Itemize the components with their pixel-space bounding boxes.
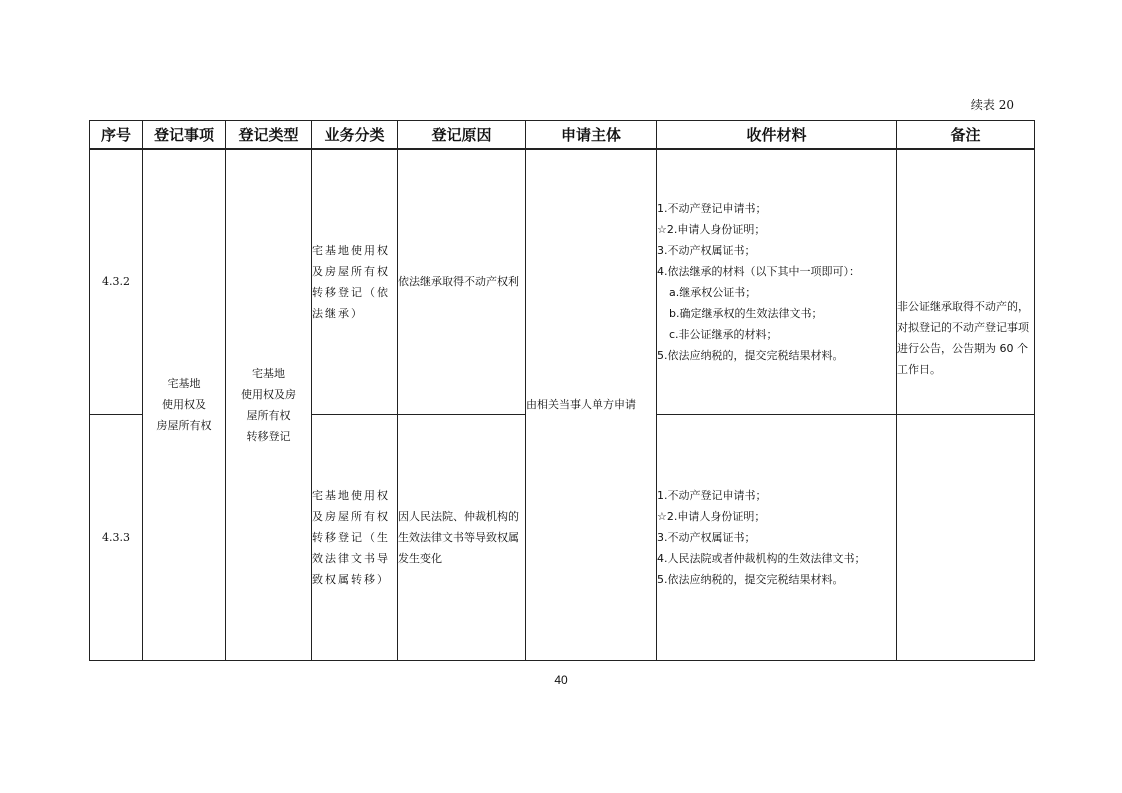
remarks-cell [897, 149, 1035, 414]
materials-item: 4.人民法院或者仲裁机构的生效法律文书； [657, 551, 866, 565]
registration-item-line: 房屋所有权 [156, 419, 212, 433]
materials-item: 5.依法应纳税的，提交完税结果材料。 [657, 572, 844, 586]
materials-list [657, 414, 897, 660]
table-header-row [90, 121, 1035, 150]
column-header-materials: 收件材料 [657, 121, 897, 150]
row-seq: 4.3.3 [90, 414, 143, 660]
column-header-type: 登记类型 [226, 121, 312, 150]
continued-table-label: 续表 20 [970, 98, 1014, 112]
registration-table [89, 120, 1035, 661]
registration-reason: 依法继承取得不动产权利 [398, 149, 526, 414]
materials-subitem: c.非公证继承的材料； [669, 327, 778, 341]
materials-subitem: b.确定继承权的生效法律文书； [669, 306, 823, 320]
materials-item: 4.依法继承的材料（以下其中一项即可）： [657, 264, 860, 278]
materials-item: 1.不动产登记申请书； [657, 488, 767, 502]
registration-type [226, 149, 312, 660]
materials-item: 5.依法应纳税的，提交完税结果材料。 [657, 348, 844, 362]
materials-item: 3.不动产权属证书； [657, 530, 756, 544]
column-header-category: 业务分类 [312, 121, 398, 150]
column-header-seq: 序号 [90, 121, 143, 150]
materials-item: 3.不动产权属证书； [657, 243, 756, 257]
remarks-cell [897, 414, 1035, 660]
table-row [90, 149, 1035, 414]
column-header-reason: 登记原因 [398, 121, 526, 150]
registration-type-line: 屋所有权 [246, 408, 291, 422]
registration-reason: 因人民法院、仲裁机构的生效法律文书等导致权属发生变化 [398, 414, 526, 660]
registration-item-line: 宅基地 [167, 377, 201, 391]
registration-type-line: 转移登记 [246, 429, 291, 443]
row-seq: 4.3.2 [90, 149, 143, 414]
column-header-subject: 申请主体 [526, 121, 657, 150]
registration-item-line: 使用权及 [162, 398, 206, 412]
materials-subitem: a.继承权公证书； [669, 285, 757, 299]
registration-item [143, 149, 226, 660]
materials-list [657, 149, 897, 414]
materials-item: ☆2.申请人身份证明； [657, 509, 766, 523]
registration-type-line: 使用权及房 [241, 387, 296, 401]
materials-item: ☆2.申请人身份证明； [657, 222, 766, 236]
business-category: 宅基地使用权及房屋所有权转移登记（依法继承） [312, 149, 398, 414]
remarks-text: 非公证继承取得不动产的，对拟登记的不动产登记事项进行公告，公告期为 60 个工作日。 [897, 299, 1029, 376]
registration-type-line: 宅基地 [252, 366, 285, 380]
column-header-remarks: 备注 [897, 121, 1035, 150]
column-header-item: 登记事项 [143, 121, 226, 150]
business-category: 宅基地使用权及房屋所有权转移登记（生效法律文书导致权属转移） [312, 414, 398, 660]
applicant-subject: 由相关当事人单方申请 [526, 149, 657, 660]
materials-item: 1.不动产登记申请书； [657, 201, 767, 215]
page-number: 40 [554, 673, 568, 687]
